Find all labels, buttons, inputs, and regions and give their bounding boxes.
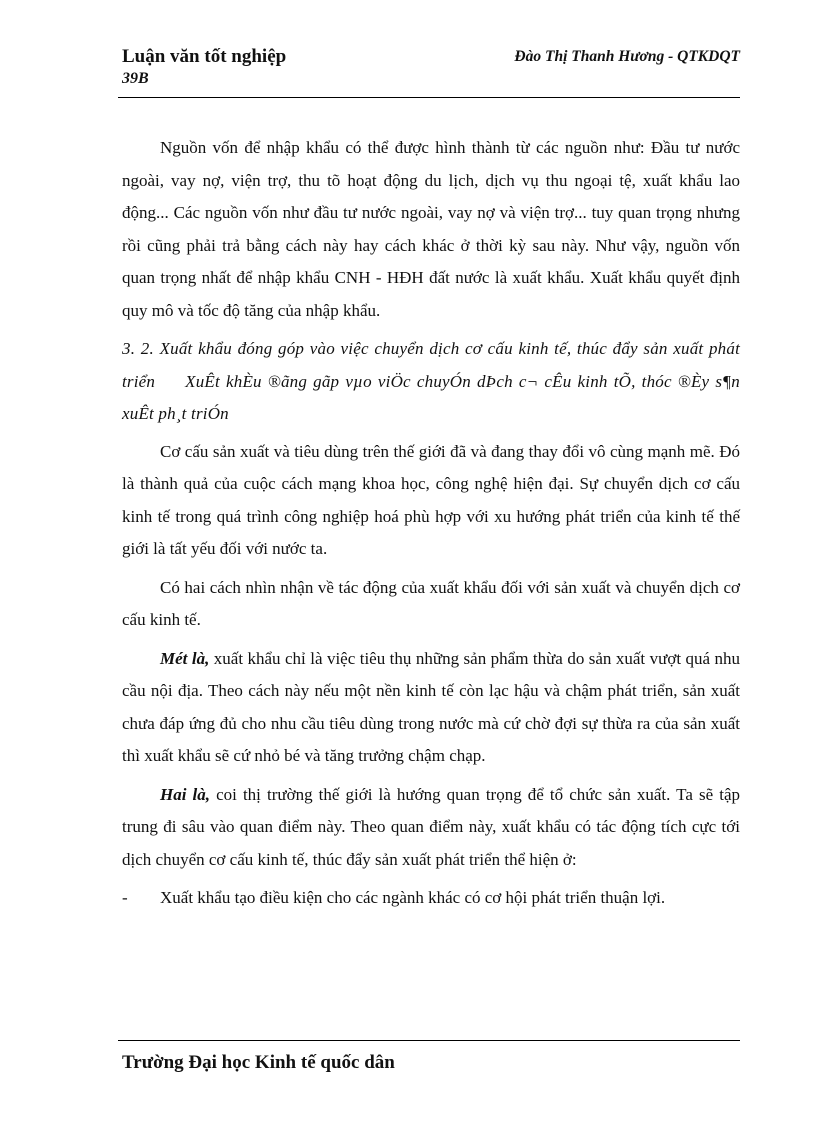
view-two-lead: Hai là, <box>160 784 211 804</box>
page-body <box>122 132 740 921</box>
header-rule <box>118 97 740 98</box>
bullet-item <box>122 882 740 915</box>
paragraph-view-two <box>122 779 740 877</box>
footer-rule <box>118 1040 740 1041</box>
paragraph-structure-change: Cơ cấu sản xuất và tiêu dùng trên thế giới đã và đang thay đổi vô cùng mạnh mẽ. Đó là thành quả của cuộc cách mạng khoa học, công nghệ hiện đại. Sự chuyển dịch cơ cấu kinh tế trong quá trình công nghiệp hoá phù hợp với xu hướng phát triển của kinh tế thế giới là tất yếu đối với nước ta. <box>122 441 740 558</box>
header-author: Đào Thị Thanh Hương - QTKDQT <box>514 48 740 65</box>
page-footer: Trường Đại học Kinh tế quốc dân <box>122 1052 395 1073</box>
view-one-text: xuất khẩu chỉ là việc tiêu thụ những sản phẩm thừa do sản xuất vượt quá nhu cầu nội địa. Theo cách này nếu một nền kinh tế còn lạc hậu và chậm phát triển, sản xuất chưa đáp ứng đủ cho nhu cầu tiêu dùng trong nước mà cứ chờ đợi sự thừa ra của sản xuất thì xuất khẩu sẽ cứ nhỏ bé và tăng trưởng chậm chạp. <box>122 648 740 765</box>
header-thesis-title <box>122 46 286 90</box>
paragraph-import-capital: Nguồn vốn để nhập khẩu có thể được hình thành từ các nguồn như: Đầu tư nước ngoài, vay nợ, viện trợ, thu tõ hoạt động du lịch, dịch vụ thu ngoại tệ, xuất khẩu lao động... Các nguồn vốn như đầu tư nước ngoài, vay nợ và viện trợ... tuy quan trọng nhưng rồi cũng phải trả bằng cách này hay cách khác ở thời kỳ sau này. Như vậy, nguồn vốn quan trọng nhất để nhập khẩu CNH - HĐH đất nước là xuất khẩu. Xuất khẩu quyết định quy mô và tốc độ tăng của nhập khẩu. <box>122 138 740 320</box>
view-two-text: coi thị trường thế giới là hướng quan trọng để tổ chức sản xuất. Ta sẽ tập trung đi sâu vào quan điểm này. Theo quan điểm này, xuất khẩu có tác động tích cực tới dịch chuyển cơ cấu kinh tế, thúc đẩy sản xuất phát triển thể hiện ở: <box>122 784 741 869</box>
header-class-code: 39B <box>122 70 149 87</box>
bullet-dash: - <box>122 888 128 907</box>
bullet-text: Xuất khẩu tạo điều kiện cho các ngành khác có cơ hội phát triển thuận lợi. <box>160 888 666 907</box>
view-one-lead: Mét là, <box>160 648 210 668</box>
section-heading-garbled: XuÊt khÈu ®ãng gãp vµo viÖc chuyÓn dÞch c¬ cÊu kinh tÕ, thóc ®Èy s¶n xuÊt ph¸t triÓn <box>122 371 740 423</box>
section-heading <box>122 333 740 431</box>
section-heading-text: 3. 2. Xuất khẩu đóng góp vào việc chuyển dịch cơ cấu kinh tế, thúc đẩy sản xuất phát triển <box>122 339 740 391</box>
header-title-text: Luận văn tốt nghiệp <box>122 46 287 67</box>
paragraph-two-views: Có hai cách nhìn nhận về tác động của xuất khẩu đối với sản xuất và chuyển dịch cơ cấu kinh tế. <box>122 577 740 629</box>
paragraph-view-one <box>122 643 740 773</box>
